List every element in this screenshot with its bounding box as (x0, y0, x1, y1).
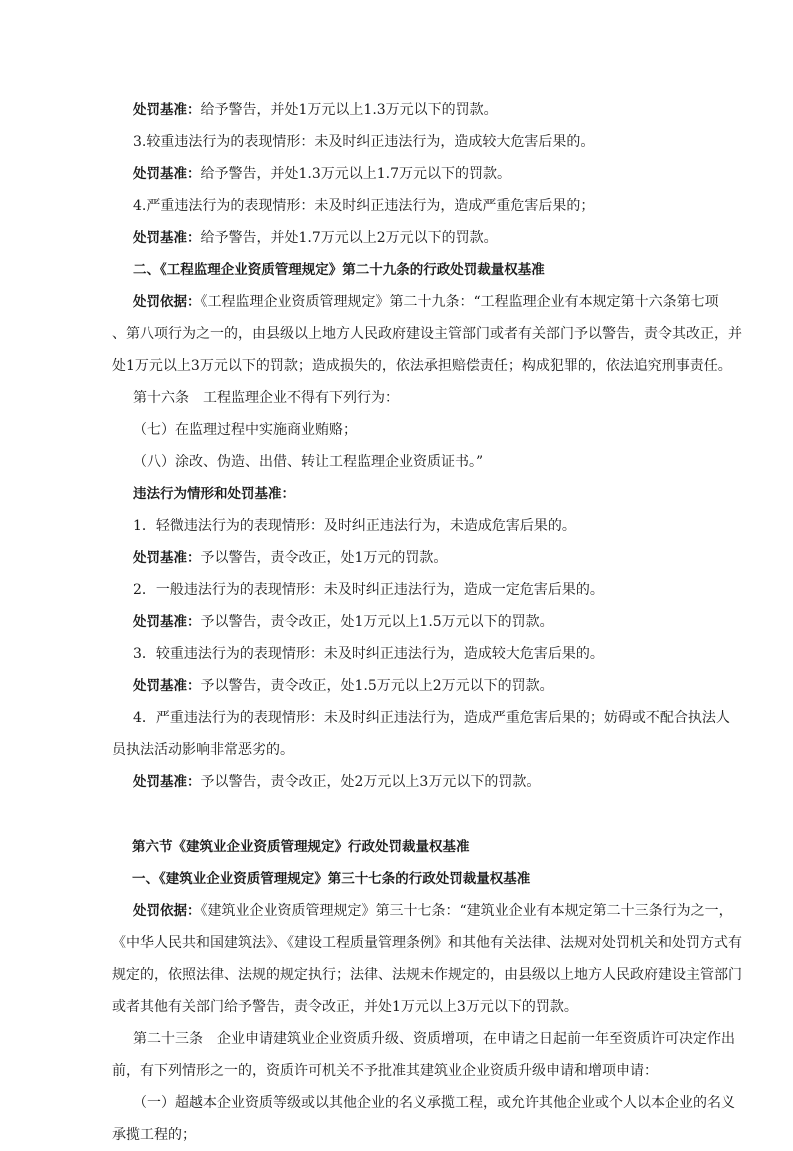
penalty-label: 处罚基准： (133, 230, 201, 246)
paragraph: （八）涂改、伪造、出借、转让工程监理企业资质证书。” (133, 454, 484, 470)
spacer (112, 798, 683, 831)
paragraph-continued: 员执法活动影响非常恶劣的。 (112, 742, 294, 758)
penalty-label: 处罚基准： (133, 102, 201, 118)
basis-label: 处罚依据： (133, 294, 201, 310)
penalty-label: 处罚基准： (133, 166, 201, 182)
paragraph (112, 895, 733, 927)
paragraph (112, 286, 719, 318)
subsection-heading: 违法行为情形和处罚基准： (133, 486, 295, 502)
paragraph: （一）超越本企业资质等级或以其他企业的名义承揽工程，或允许其他企业或个人以本企业的名义 (133, 1095, 735, 1111)
penalty-label: 处罚基准： (133, 550, 201, 566)
paragraph (112, 158, 683, 190)
penalty-text: 给予警告，并处1.7万元以上2万元以下的罚款。 (200, 230, 498, 246)
paragraph (112, 222, 683, 254)
paragraph-continued: 、第八项行为之一的，由县级以上地方人民政府建设主管部门或者有关部门予以警告，责令其改正，并 (112, 326, 742, 342)
paragraph-continued: 前，有下列情形之一的，资质许可机关不予批准其建筑业企业资质升级申请和增项申请： (112, 1063, 658, 1079)
paragraph: 3.较重违法行为的表现情形：未及时纠正违法行为，造成较大危害后果的。 (133, 134, 595, 150)
paragraph (112, 542, 683, 574)
paragraph: 3．较重违法行为的表现情形：未及时纠正违法行为，造成较大危害后果的。 (133, 646, 604, 662)
chapter-heading: 第六节《建筑业企业资质管理规定》行政处罚裁量权基准 (132, 839, 470, 855)
basis-text: 《建筑业企业资质管理规定》第三十七条：“建筑业企业有本规定第二十三条行为之一， (200, 903, 733, 919)
penalty-text: 给予警告，并处1.3万元以上1.7万元以下的罚款。 (200, 166, 512, 182)
penalty-text: 予以警告，责令改正，处1万元的罚款。 (200, 550, 448, 566)
penalty-text: 予以警告，责令改正，处1万元以上1.5万元以下的罚款。 (200, 614, 554, 630)
paragraph: 第二十三条 企业申请建筑业企业资质升级、资质增项，在申请之日起前一年至资质许可决定作出 (133, 1031, 735, 1047)
paragraph (112, 94, 683, 126)
paragraph: 第十六条 工程监理企业不得有下列行为： (133, 390, 399, 406)
paragraph: 4.严重违法行为的表现情形：未及时纠正违法行为，造成严重危害后果的； (133, 198, 595, 214)
paragraph-continued: 处1万元以上3万元以下的罚款；造成损失的，依法承担赔偿责任；构成犯罪的，依法追究刑事责任。 (112, 358, 732, 374)
paragraph-continued: 承揽工程的； (112, 1127, 196, 1143)
section-heading: 一、《建筑业企业资质管理规定》第三十七条的行政处罚裁量权基准 (132, 871, 531, 887)
paragraph-continued: 或者其他有关部门给予警告，责令改正，并处1万元以上3万元以下的罚款。 (112, 999, 578, 1015)
section-heading: 二、《工程监理企业资质管理规定》第二十九条的行政处罚裁量权基准 (133, 262, 545, 278)
paragraph (112, 606, 683, 638)
basis-label: 处罚依据： (133, 903, 201, 919)
paragraph: 4．严重违法行为的表现情形：未及时纠正违法行为，造成严重危害后果的；妨碍或不配合执法人 (133, 710, 730, 726)
basis-text: 《工程监理企业资质管理规定》第二十九条：“工程监理企业有本规定第十六条第七项 (200, 294, 719, 310)
penalty-text: 予以警告，责令改正，处2万元以上3万元以下的罚款。 (200, 774, 541, 790)
penalty-label: 处罚基准： (133, 774, 201, 790)
penalty-label: 处罚基准： (133, 614, 201, 630)
paragraph-continued: 规定的，依照法律、法规的规定执行；法律、法规未作规定的，由县级以上地方人民政府建设主管部门 (112, 967, 742, 983)
paragraph (112, 670, 683, 702)
paragraph-continued: 《中华人民共和国建筑法》、《建设工程质量管理条例》和其他有关法律、法规对处罚机关和处罚方式有 (112, 935, 742, 951)
paragraph: 2．一般违法行为的表现情形：未及时纠正违法行为，造成一定危害后果的。 (133, 582, 604, 598)
paragraph: （七）在监理过程中实施商业贿赂； (133, 422, 357, 438)
penalty-text: 给予警告，并处1万元以上1.3万元以下的罚款。 (200, 102, 498, 118)
paragraph (112, 766, 683, 798)
penalty-text: 予以警告，责令改正，处1.5万元以上2万元以下的罚款。 (200, 678, 554, 694)
paragraph: 1．轻微违法行为的表现情形：及时纠正违法行为，未造成危害后果的。 (133, 518, 576, 534)
penalty-label: 处罚基准： (133, 678, 201, 694)
